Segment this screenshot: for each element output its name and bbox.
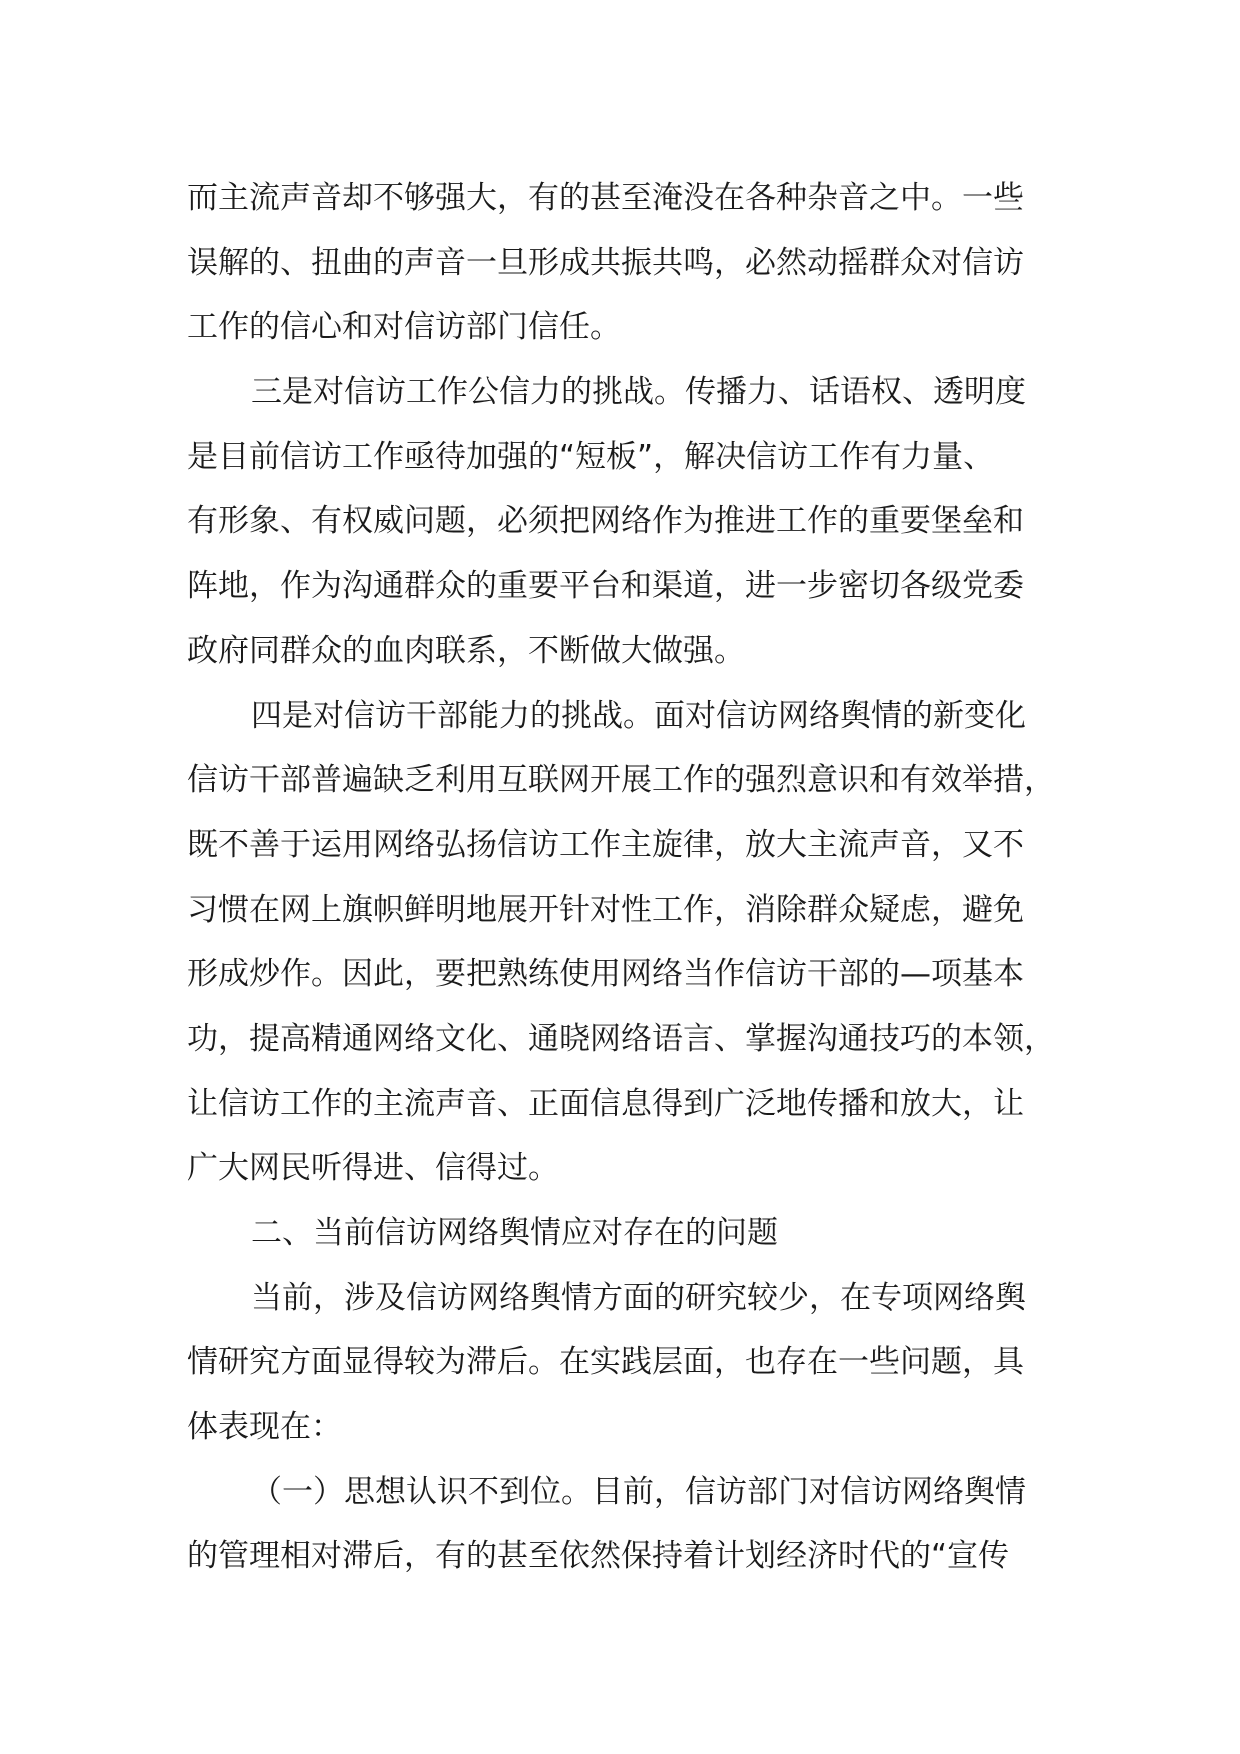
text-line: 形成炒作。因此，要把熟练使用网络当作信访干部的—项基本 [187,956,1024,993]
text-line: 情研究方面显得较为滞后。在实践层面，也存在一些问题，具 [187,1344,1024,1381]
text-line: 的管理相对滞后，有的甚至依然保持着计划经济时代的“宣传 [187,1538,1010,1575]
text-line: 有形象、有权威问题，必须把网络作为推进工作的重要堡垒和 [187,503,1024,540]
text-line: 工作的信心和对信访部门信任。 [187,309,621,346]
paragraph-start-line: 四是对信访干部能力的挑战。面对信访网络舆情的新变化 [251,697,1026,734]
text-line: 让信访工作的主流声音、正面信息得到广泛地传播和放大，让 [187,1085,1024,1122]
document-body [187,166,1067,1589]
text-line: 体表现在： [187,1409,342,1446]
text-line: 既不善于运用网络弘扬信访工作主旋律，放大主流声音，又不 [187,826,1024,863]
subsection-heading-line: （一）思想认识不到位。目前，信访部门对信访网络舆情 [251,1473,1026,1510]
section-heading: 二、当前信访网络舆情应对存在的问题 [251,1215,778,1251]
paragraph-start-line: 当前，涉及信访网络舆情方面的研究较少，在专项网络舆 [251,1279,1026,1316]
text-line: 是目前信访工作亟待加强的“短板”，解决信访工作有力量、 [187,438,995,475]
text-line: 政府同群众的血肉联系，不断做大做强。 [187,632,745,669]
text-line: 功，提高精通网络文化、通晓网络语言、掌握沟通技巧的本领， [187,1020,1055,1057]
text-line: 阵地，作为沟通群众的重要平台和渠道，进一步密切各级党委 [187,568,1024,605]
text-line: 广大网民听得进、信得过。 [187,1150,559,1187]
text-line: 而主流声音却不够强大，有的甚至淹没在各种杂音之中。一些 [187,180,1024,216]
paragraph-start-line: 三是对信访工作公信力的挑战。传播力、话语权、透明度 [251,374,1026,411]
text-line: 信访干部普遍缺乏利用互联网开展工作的强烈意识和有效举措， [187,762,1055,799]
text-line: 习惯在网上旗帜鲜明地展开针对性工作，消除群众疑虑，避免 [187,891,1024,928]
text-line: 误解的、扭曲的声音一旦形成共振共鸣，必然动摇群众对信访 [187,244,1024,281]
